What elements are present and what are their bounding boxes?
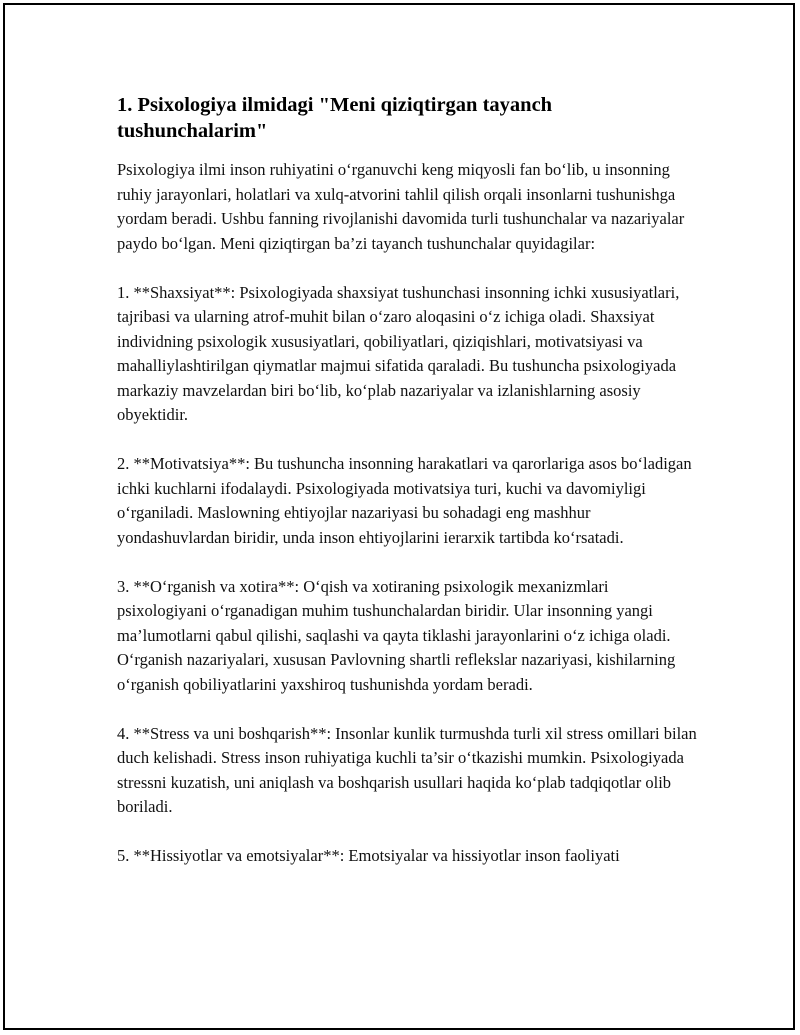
- list-item: 1. **Shaxsiyat**: Psixologiyada shaxsiyat tushunchasi insonning ichki xususiyatlari, tajribasi va ularning atrof-muhit bilan o‘zaro aloqasini o‘z ichiga oladi. Shaxsiyat individning psixologik xususiyatlari, qobiliyatlari, qiziqishlari, motivatsiyasi va mahalliylashtirilgan qiymatlar majmui sifatida qaraladi. Bu tushuncha psixologiyada markaziy mavzelardan biri bo‘lib, ko‘plab nazariyalar va izlanishlarning asosiy obyektidir.: [117, 282, 680, 424]
- list-item: 2. **Motivatsiya**: Bu tushuncha insonning harakatlari va qarorlariga asos bo‘ladigan ichki kuchlarni ifodalaydi. Psixologiyada motivatsiya turi, kuchi va davomiyligi o‘rganiladi. Maslowning ehtiyojlar nazariyasi bu sohadagi eng mashhur yondashuvlardan biridir, unda inson ehtiyojlarini ierarxik tartibda ko‘rsatadi.: [117, 454, 692, 547]
- document-title: 1. Psixologiya ilmidagi "Meni qiziqtirgan tayanch tushunchalarim": [117, 94, 553, 142]
- list-item: 3. **O‘rganish va xotira**: O‘qish va xotiraning psixologik mexanizmlari psixologiyani o‘rganadigan muhim tushunchalardan biridir. Ular insonning yangi ma’lumotlarni qabul qilishi, saqlashi va qayta tiklashi jarayonlarini o‘z ichiga oladi. O‘rganish nazariyalari, xususan Pavlovning shartli reflekslar nazariyasi, kishilarning o‘rganish qobiliyatlarini yaxshiroq tushunishda yordam beradi.: [117, 576, 676, 694]
- intro-paragraph: Psixologiya ilmi inson ruhiyatini o‘rganuvchi keng miqyosli fan bo‘lib, u insonning ruhiy jarayonlari, holatlari va xulq-atvorini tahlil qilish orqali insonlarni tushunishga yordam beradi. Ushbu fanning rivojlanishi davomida turli tushunchalar va nazariyalar paydo bo‘lgan. Meni qiziqtirgan ba’zi tayanch tushunchalar quyidagilar:: [117, 160, 685, 253]
- list-item: 5. **Hissiyotlar va emotsiyalar**: Emotsiyalar va hissiyotlar inson faoliyati: [117, 846, 620, 865]
- document-body: [117, 92, 697, 893]
- list-item: 4. **Stress va uni boshqarish**: Insonlar kunlik turmushda turli xil stress omillari bilan duch kelishadi. Stress inson ruhiyatiga kuchli ta’sir o‘tkazishi mumkin. Psixologiyada stressni kuzatish, uni aniqlash va boshqarish usullari haqida ko‘plab tadqiqotlar olib boriladi.: [117, 723, 697, 816]
